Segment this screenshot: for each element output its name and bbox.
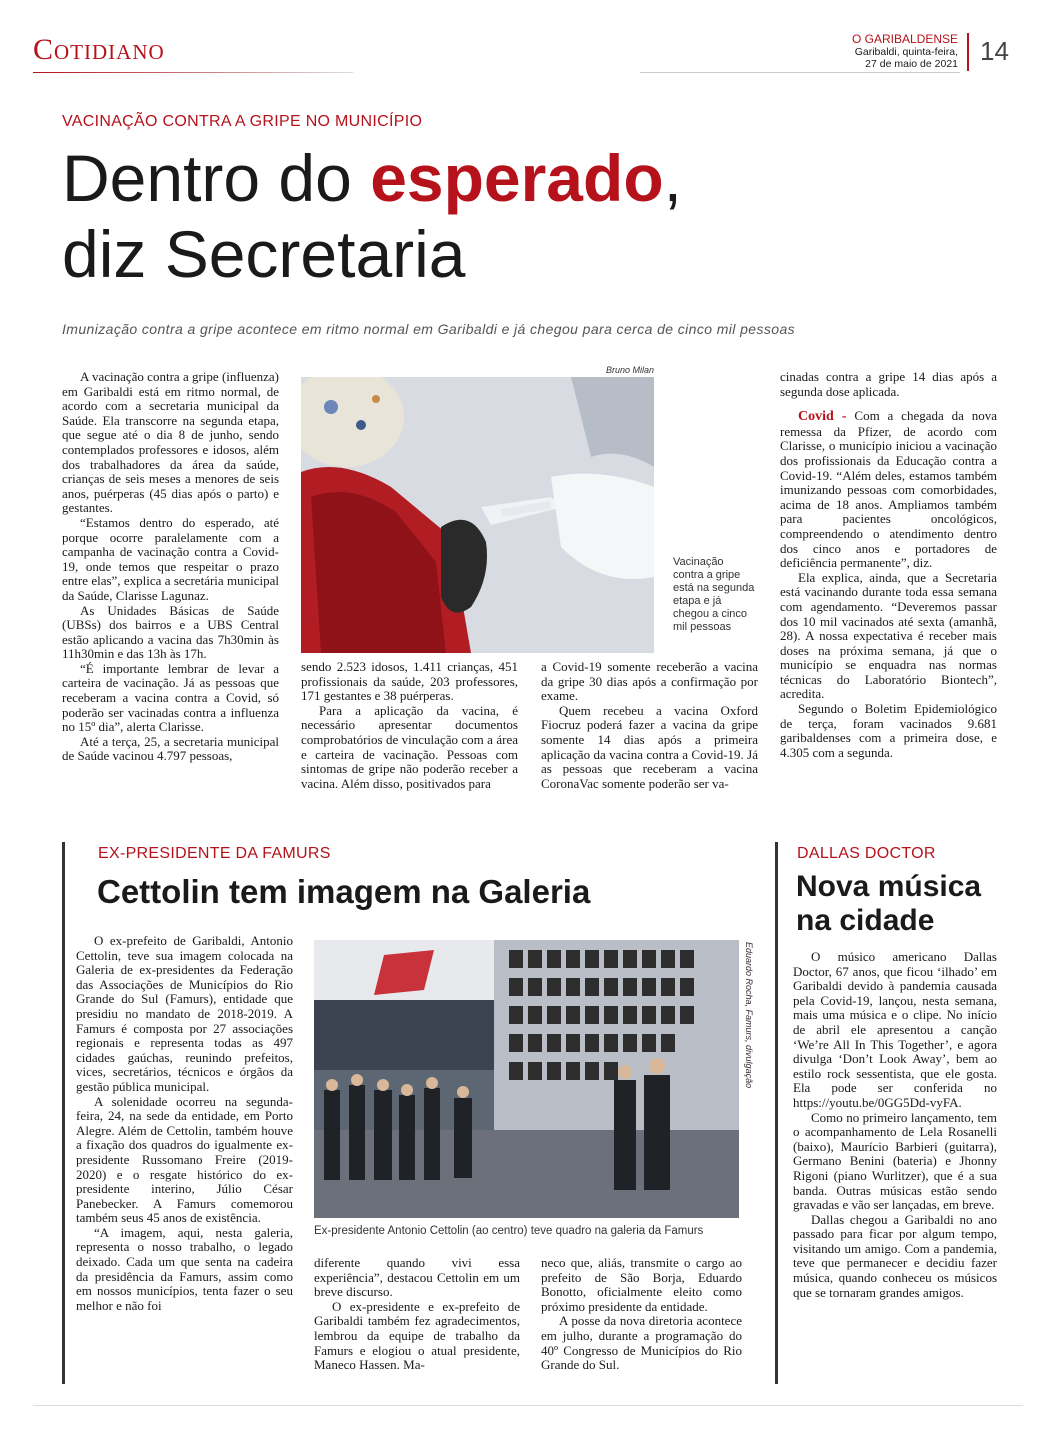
paragraph: As Unidades Básicas de Saúde (UBSs) dos bairros e a UBS Central estão aplicando a vacina das 7h30min às 11h30min e das 13h às 17h. bbox=[62, 602, 279, 662]
covid-subhead: Covid - bbox=[798, 409, 847, 425]
main-column-1 bbox=[62, 370, 279, 764]
dallas-headline-line2: na cidade bbox=[796, 904, 935, 937]
vaccination-photo-caption: Vacinação contra a gripe está na segunda etapa e já chegou a cinco mil pessoas bbox=[673, 556, 755, 633]
header-rule-right bbox=[640, 72, 960, 73]
paragraph: Ela explica, ainda, que a Secretaria está vacinando durante toda essa semana com agendamento. “Deveremos passar dos 10 mil vacinados até sexta (amanhã, 28). A nossa expectativa é receber mais doses na próxima semana, já que o município se enquadra nas normas técnicas do Laboratório Biontech”, acredita. bbox=[780, 569, 997, 702]
paragraph: O músico americano Dallas Doctor, 67 anos, que ficou ‘ilhado’ em Garibaldi devido à pandemia causada pela Covid-19, lançou, nesta semana, mais uma música e o clipe. No início de abril ele apresentou a canção ‘We’re All In This Together’, e agora divulga ‘Don’t Look Away’, bem ao estilo rock sessentista, que ele gosta. Ela pode ser conferida no https://youtu.be/0GG5Dd-vyFA. bbox=[793, 949, 997, 1110]
headline-highlight: esperado bbox=[370, 141, 664, 215]
dallas-column bbox=[793, 950, 997, 1300]
paragraph: diferente quando vivi essa experiência”, destacou Cettolin em um breve discurso. bbox=[314, 1255, 520, 1300]
main-column-3 bbox=[541, 660, 758, 791]
paragraph: O ex-prefeito de Garibaldi, Antonio Cettolin, teve sua imagem colocada na Galeria de ex-presidentes da Federação das Associações de Municípios do Rio Grande do Sul (Famurs), entidade que presidiu no mandato de 2018-2019. A Famurs é composta por 27 associações regionais e representa todas as 497 cidades gaúchas, reunindo prefeitos, vices, secretários, técnicos e órgãos da gestão pública municipal. bbox=[76, 933, 293, 1094]
paragraph: neco que, aliás, transmite o cargo ao prefeito de São Borja, Eduardo Bonotto, oficialmente eleito como próximo presidente da entidade. bbox=[541, 1255, 742, 1314]
paragraph: Dallas chegou a Garibaldi no ano passado para ficar por algum tempo, visitando um amigo. Com a pandemia, teve que permanecer e decidiu fazer música, quando conheceu os músicos que se tornaram grandes amigos. bbox=[793, 1211, 997, 1300]
main-headline bbox=[62, 140, 682, 292]
dateline-2: 27 de maio de 2021 bbox=[865, 58, 958, 70]
dateline-1: Garibaldi, quinta-feira, bbox=[854, 46, 958, 58]
header-rule bbox=[33, 72, 353, 73]
famurs-column-1 bbox=[76, 934, 293, 1313]
famurs-column-2 bbox=[314, 1256, 520, 1373]
famurs-headline: Cettolin tem imagem na Galeria bbox=[97, 873, 591, 910]
famurs-photo bbox=[314, 940, 739, 1218]
paragraph: O ex-presidente e ex-prefeito de Garibaldi também fez agradecimentos, lembrou da equipe de trabalho da Famurs e elogiou o atual presidente, Maneco Hassen. Ma- bbox=[314, 1298, 520, 1373]
dallas-headline-line1: Nova música bbox=[796, 870, 982, 903]
vaccination-photo bbox=[301, 377, 654, 653]
headline-part-a: Dentro do bbox=[62, 141, 371, 215]
paragraph: Quem recebeu a vacina Oxford Fiocruz poderá fazer a vacina da gripe somente 14 dias após a primeira aplicação da vacina contra a Covid-19. Já as pessoas que receberam a vacina CoronaVac somente poderão ser va- bbox=[541, 702, 758, 791]
paragraph: cinadas contra a gripe 14 dias após a segunda dose aplicada. bbox=[780, 369, 997, 399]
paragraph: “A imagem, aqui, nesta galeria, representa o nosso trabalho, o legado deixado. Cada um que senta na cadeira da presidência da Famurs, assim como em nossos municípios, tenta fazer o seu melhor e não foi bbox=[76, 1224, 293, 1313]
main-kicker: VACINAÇÃO CONTRA A GRIPE NO MUNICÍPIO bbox=[62, 113, 423, 130]
famurs-section-bar bbox=[62, 842, 65, 1384]
paragraph: “Estamos dentro do esperado, até porque ocorre paralelamente com a campanha de vacinação contra a Covid-19, onde temos que respeitar o prazo entre elas”, explica a secretária municipal da Saúde, Clarisse Lagunaz. bbox=[62, 514, 279, 603]
famurs-photo-credit: Eduardo Rocha, Famurs, divulgação bbox=[744, 942, 754, 1089]
header-divider bbox=[967, 33, 969, 71]
publication-name: O GARIBALDENSE bbox=[851, 32, 958, 46]
headline-line2: diz Secretaria bbox=[62, 217, 466, 291]
covid-subhead-text: Com a chegada da nova remessa da Pfizer, de acordo com Clarisse, o município iniciou a vacinação dos profissionais da Educação contra a Covid-19. “Além deles, estamos também imunizando pessoas com comorbidades, acima de 18 anos. Ampliamos também para pacientes oncológicos, compreendendo o atendimento dentro dos cinco anos e portadores de deficiência permanente”, diz. bbox=[780, 408, 997, 571]
dallas-headline bbox=[796, 870, 981, 938]
headline-part-b: , bbox=[663, 141, 682, 215]
paragraph: a Covid-19 somente receberão a vacina da gripe 30 dias após a confirmação por exame. bbox=[541, 659, 758, 704]
paragraph: “É importante lembrar de levar a carteira de vacinação. Já as pessoas que receberam a vacina contra a Covid, só poderão ser vacinadas contra a influenza no 15º dia”, alerta Clarisse. bbox=[62, 660, 279, 735]
paragraph: Para a aplicação da vacina, é necessário apresentar documentos comprobatórios de vinculação com a área e carteira de vacinação. Pessoas com sintomas de gripe não poderão receber a vacina. Além disso, positivados para bbox=[301, 702, 518, 791]
main-column-2 bbox=[301, 660, 518, 791]
subheadline: Imunização contra a gripe acontece em ritmo normal em Garibaldi e já chegou para cerca de cinco mil pessoas bbox=[62, 321, 796, 337]
footer-rule bbox=[33, 1405, 1023, 1406]
section-title: Cotidiano bbox=[33, 33, 165, 66]
photo-credit: Bruno Milan bbox=[606, 365, 655, 375]
paragraph: sendo 2.523 idosos, 1.411 crianças, 451 profissionais da saúde, 203 professores, 171 gestantes e 38 puérperas. bbox=[301, 659, 518, 704]
dallas-section-bar bbox=[775, 842, 778, 1384]
dallas-kicker: DALLAS DOCTOR bbox=[797, 845, 936, 862]
paragraph: Até a terça, 25, a secretaria municipal de Saúde vacinou 4.797 pessoas, bbox=[62, 733, 279, 764]
famurs-photo-caption: Ex-presidente Antonio Cettolin (ao centro) teve quadro na galeria da Famurs bbox=[314, 1225, 704, 1237]
page-number: 14 bbox=[980, 36, 1009, 66]
famurs-kicker: EX-PRESIDENTE DA FAMURS bbox=[98, 845, 331, 862]
paragraph: A posse da nova diretoria acontece em julho, durante a programação do 40º Congresso de Municípios do Rio Grande do Sul. bbox=[541, 1313, 742, 1373]
paragraph: Como no primeiro lançamento, tem o acompanhamento de Lela Rosanelli (baixo), Maurício Barbieri (guitarra), Germano Benini (bateria) e Jhonny Rigoni (piano Wurlitzer), que é a sua banda. Outras músicas estão sendo gravadas e vão ser lançadas, em breve. bbox=[793, 1109, 997, 1213]
famurs-column-3 bbox=[541, 1256, 742, 1373]
paragraph: Segundo o Boletim Epidemiológico de terça, foram vacinados 9.681 garibaldenses com a primeira dose, e 4.305 com a segunda. bbox=[780, 701, 997, 760]
paragraph bbox=[780, 409, 997, 571]
paragraph: A solenidade ocorreu na segunda-feira, 24, na sede da entidade, em Porto Alegre. Além de Cettolin, também houve a fixação dos quadros do igualmente ex-presidente Russomano Freire (2019-2020) e o resgate histórico do ex-presidente interino, Júlio César Panebecker. A Famurs comemorou também seus 45 anos de existência. bbox=[76, 1093, 293, 1226]
main-column-4 bbox=[780, 370, 997, 760]
paragraph: A vacinação contra a gripe (influenza) em Garibaldi está em ritmo normal, de acordo com a secretaria municipal da Saúde. Ela transcorre na segunda etapa, que segue até o dia 8 de junho, sendo contemplados professores e idosos, além dos trabalhadores da área da saúde, crianças de seis meses a menores de seis anos, puérperas (45 dias após o parto) e gestantes. bbox=[62, 369, 279, 516]
